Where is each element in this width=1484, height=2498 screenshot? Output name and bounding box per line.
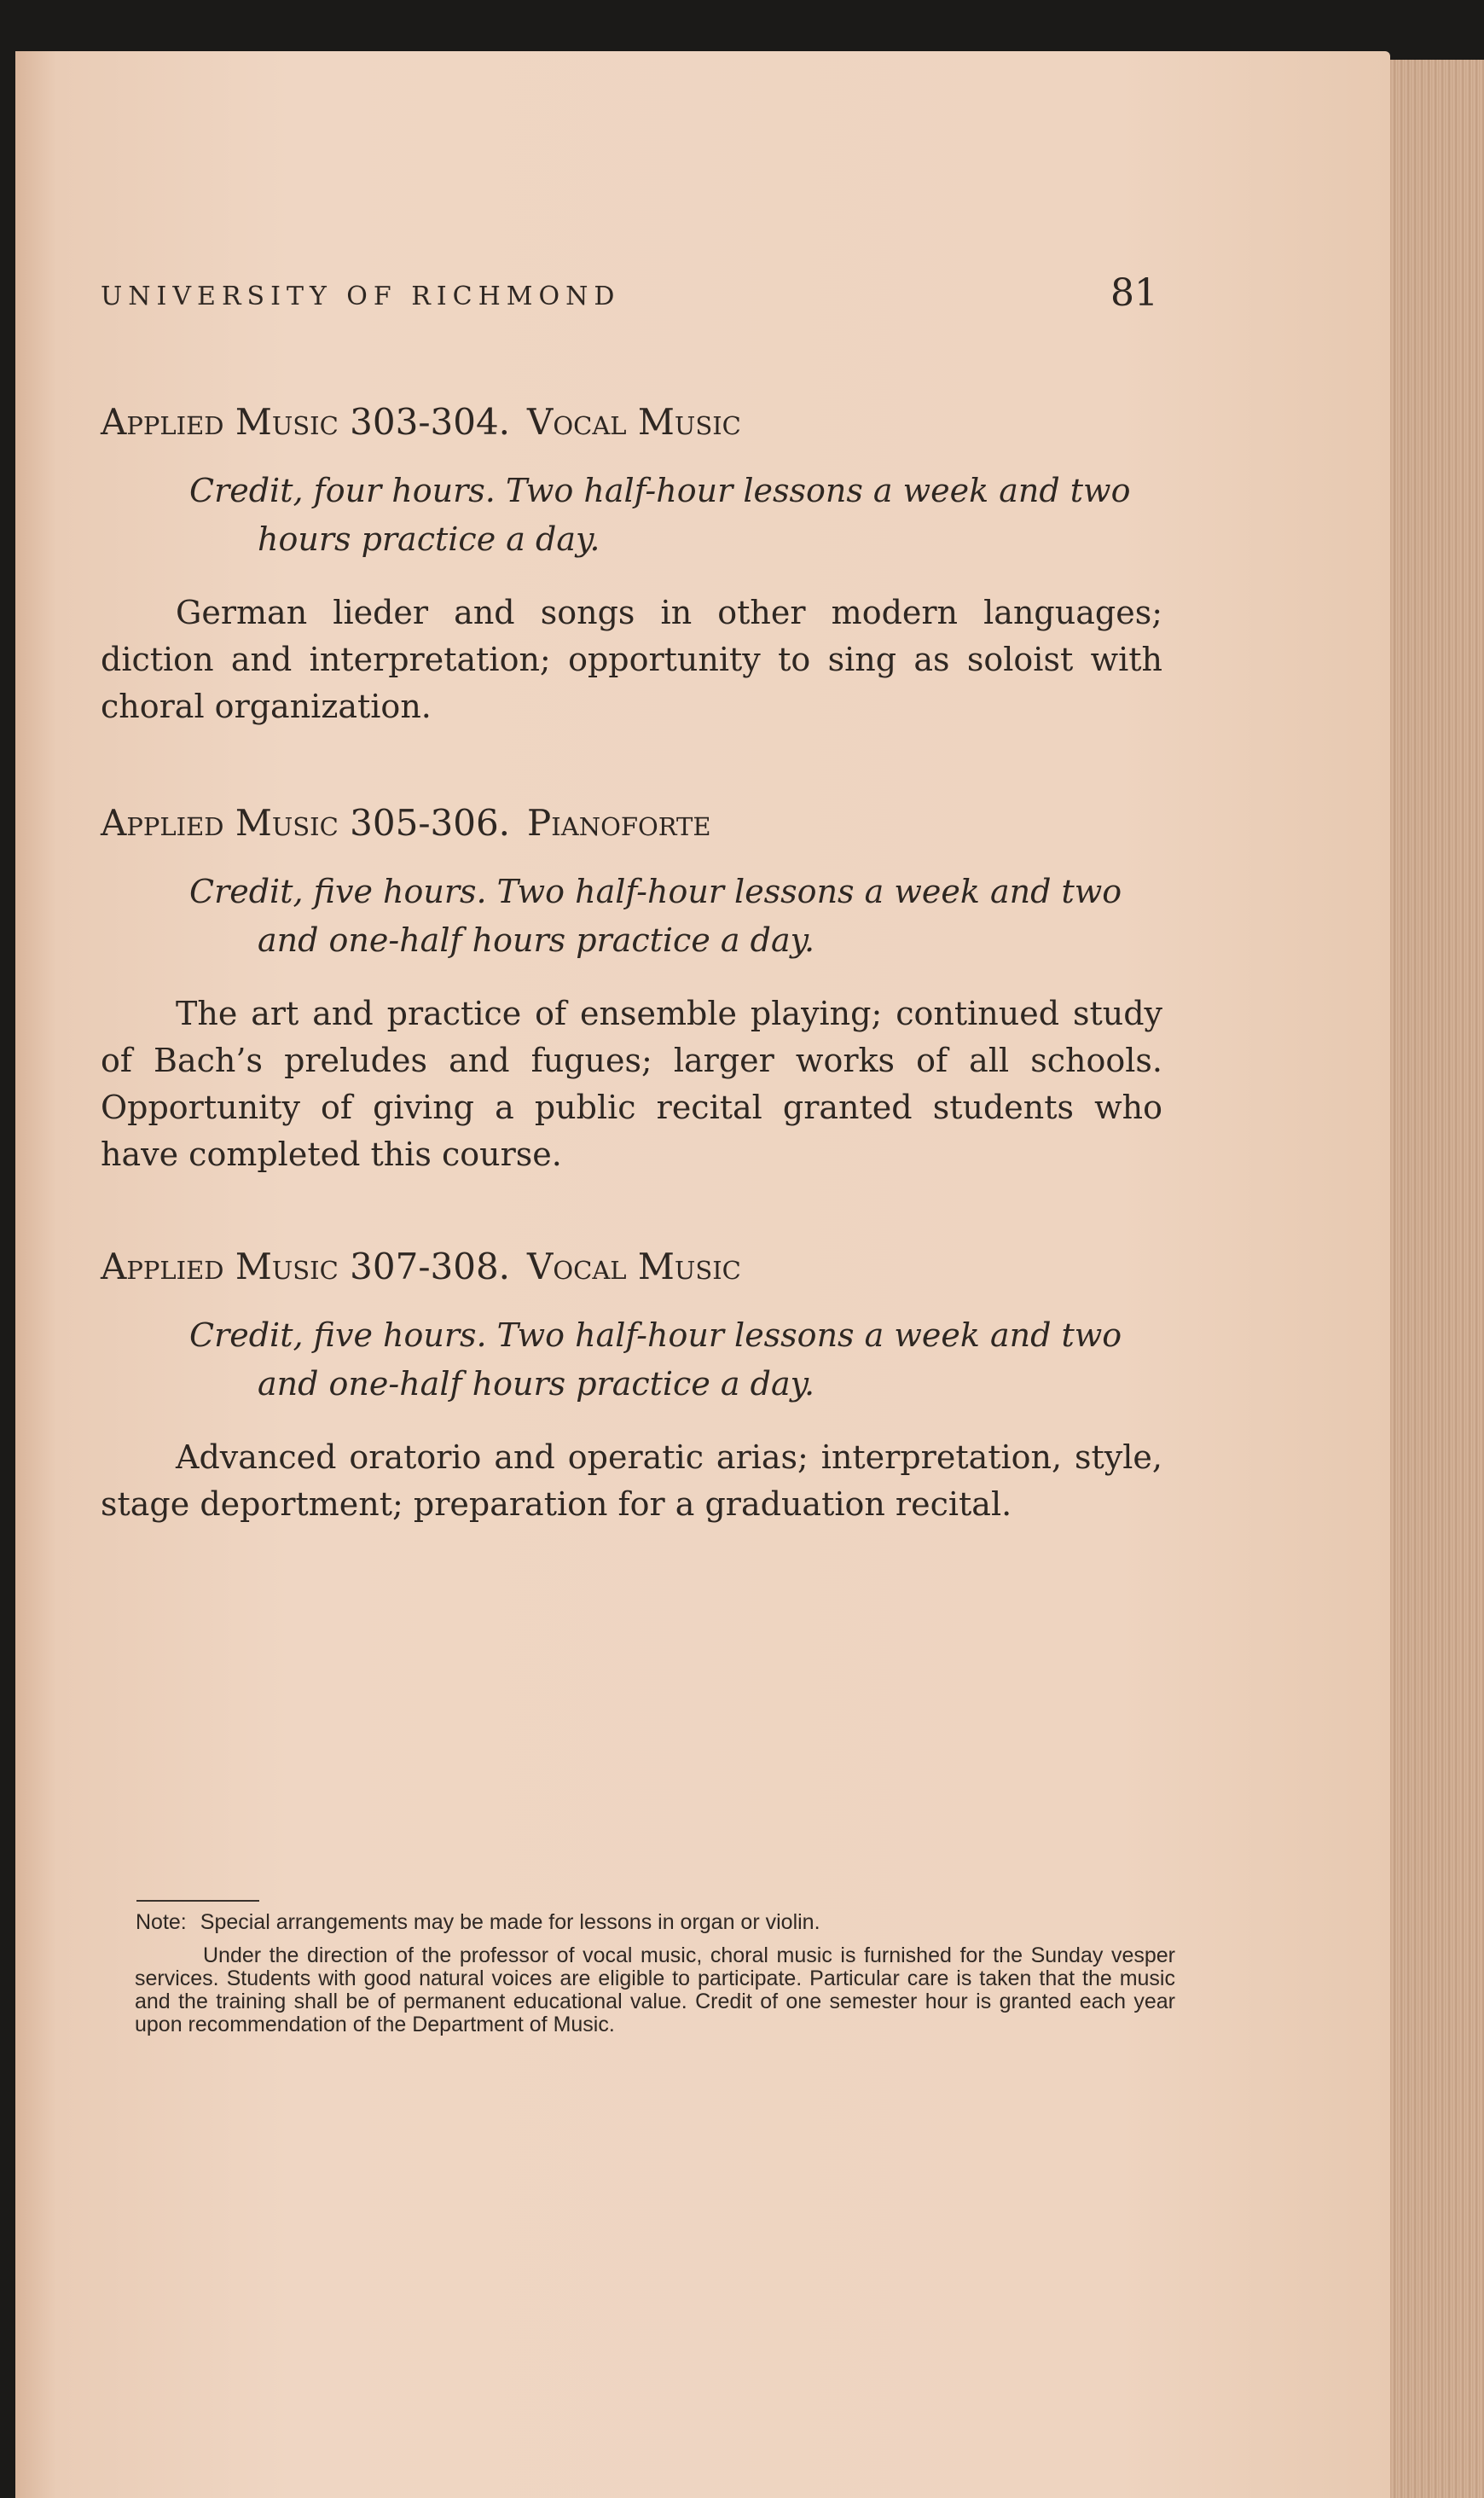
course-description: Advanced oratorio and operatic arias; interpretation, style, stage deportment; preparation for a graduation recital. [101, 1438, 1162, 1523]
course-credit: Credit, four hours. Two half-hour lessons a week and two hours practice a day. [189, 472, 1131, 558]
paper-page [15, 51, 1390, 2498]
footnote-note [135, 1911, 1175, 1934]
footnotes [135, 1911, 1175, 2036]
course-credit: Credit, five hours. Two half-hour lessons a week and two and one-half hours practice a day. [189, 1316, 1122, 1403]
running-head-title: UNIVERSITY OF RICHMOND [101, 282, 621, 311]
page-content [15, 51, 1390, 2498]
course-title: Vocal Music [527, 401, 741, 443]
course-number: Applied Music 307-308. [101, 1246, 511, 1287]
course-description: German lieder and songs in other modern languages; diction and interpretation; opportunity to sing as soloist with choral organization. [101, 594, 1162, 725]
course-description: The art and practice of ensemble playing; continued study of Bach’s preludes and fugues; larger works of all schools. Opportunity of giving a public recital granted students who have completed this course. [101, 995, 1162, 1173]
course-heading [101, 798, 1162, 849]
footnote-note-text: Special arrangements may be made for lessons in organ or violin. [200, 1910, 820, 1934]
course-title: Vocal Music [527, 1246, 741, 1287]
footnote-note-label: Note: [136, 1910, 187, 1934]
footnote-body: Under the direction of the professor of vocal music, choral music is furnished for the Sunday vesper services. Students with good natural voices are eligible to participate. Particular care is taken that the music and the training shall be of permanent educational value. Credit of one semester hour is granted each year upon recommendation of the Department of Music. [135, 1943, 1175, 2036]
course-number: Applied Music 303-304. [101, 401, 511, 443]
page-edge-texture [1390, 60, 1484, 2498]
course-credit: Credit, five hours. Two half-hour lessons a week and two and one-half hours practice a day. [189, 873, 1122, 959]
course-number: Applied Music 305-306. [101, 802, 511, 844]
course-entry-305-306 [101, 798, 1162, 1178]
course-entry-303-304 [101, 397, 1162, 730]
course-entry-307-308 [101, 1241, 1162, 1528]
course-heading [101, 397, 1162, 448]
footnote-divider [136, 1900, 259, 1902]
course-heading [101, 1241, 1162, 1293]
course-title: Pianoforte [527, 802, 711, 844]
page-number: 81 [1110, 271, 1158, 315]
running-head [101, 264, 1158, 316]
